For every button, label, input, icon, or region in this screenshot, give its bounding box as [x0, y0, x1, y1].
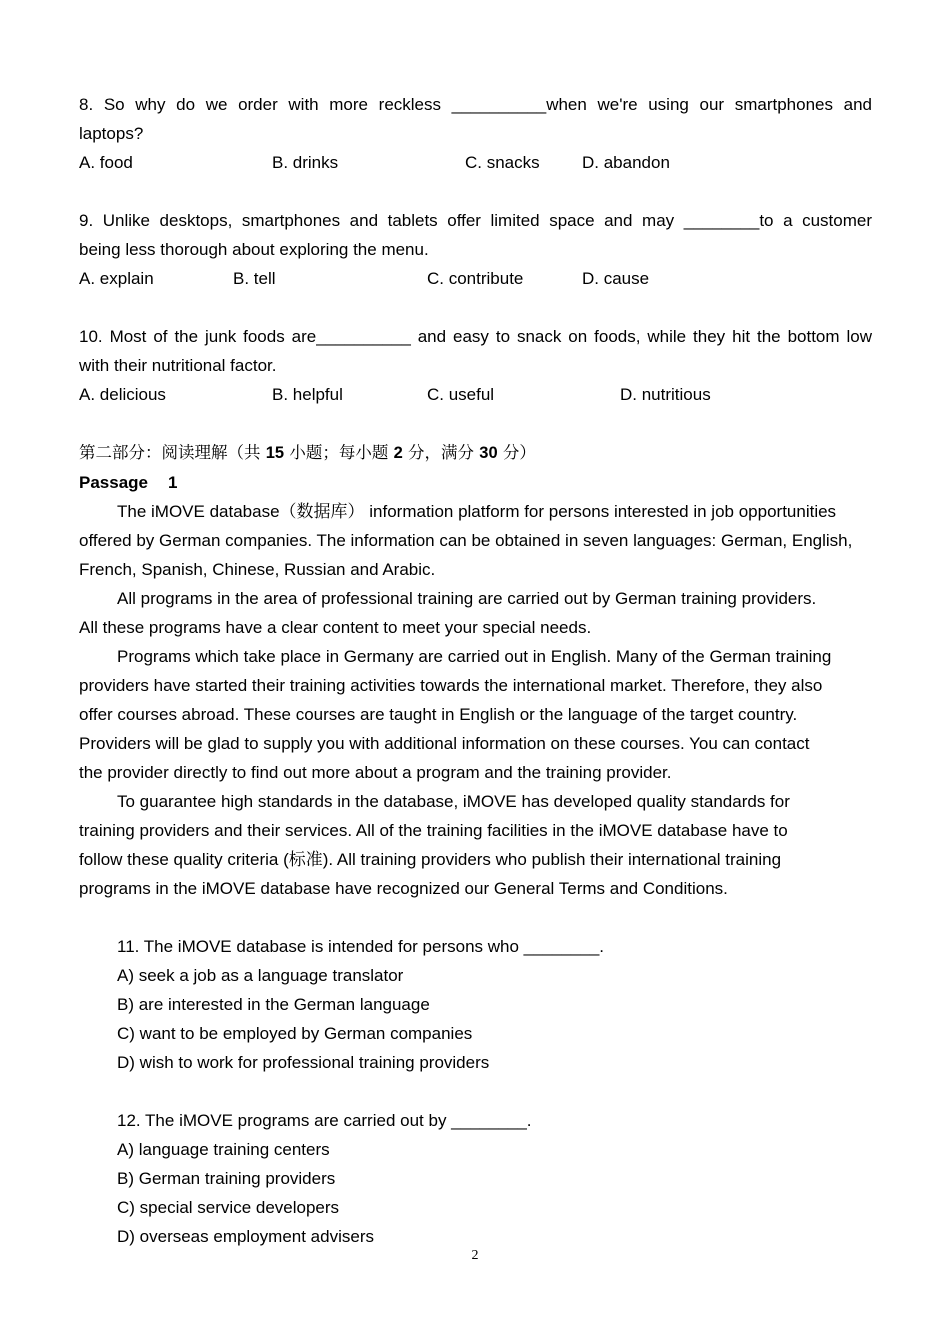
option-c: C) want to be employed by German companies — [117, 1024, 473, 1043]
question-stem: 9. Unlike desktops, smartphones and tablets offer limited space and may ________to a customer — [79, 211, 872, 230]
option-d: D. cause — [582, 269, 650, 288]
question-12 — [79, 1106, 872, 1251]
document-page — [79, 90, 872, 1251]
question-11 — [79, 932, 872, 1077]
question-stem: 10. Most of the junk foods are__________ and easy to snack on foods, while they hit the bottom low — [79, 327, 872, 346]
option-d: D) overseas employment advisers — [117, 1227, 374, 1246]
option-c: C. contribute — [427, 269, 524, 288]
question-stem-continued: with their nutritional factor. — [79, 356, 277, 375]
option-c: C) special service developers — [117, 1198, 340, 1217]
question-8 — [79, 90, 872, 177]
option-a: A) seek a job as a language translator — [117, 966, 404, 985]
question-10 — [79, 322, 872, 409]
option-a: A) language training centers — [117, 1140, 330, 1159]
option-d: D) wish to work for professional training providers — [117, 1053, 490, 1072]
option-b: B) German training providers — [117, 1169, 336, 1188]
passage-title: Passage 1 — [79, 473, 178, 492]
option-b: B. helpful — [272, 385, 343, 404]
page-number: 2 — [471, 1248, 479, 1263]
passage-paragraph-1: The iMOVE database（数据库） information platform for persons interested in job opportunities offered by German companies. The information can be obtained in seven languages: German, English, French, Spanish, Chinese, Russian and Arabic. — [79, 502, 853, 579]
option-a: A. food — [79, 153, 133, 172]
passage-paragraph-4: To guarantee high standards in the database, iMOVE has developed quality standards for training providers and their services. All of the training facilities in the iMOVE database have to follow these quality criteria (标准). All training providers who publish their international training programs in the iMOVE database have recognized our General Terms and Conditions. — [79, 792, 790, 898]
question-stem: 12. The iMOVE programs are carried out by ________. — [117, 1111, 532, 1130]
option-row — [79, 380, 872, 409]
option-d: D. abandon — [582, 153, 670, 172]
option-row — [79, 148, 872, 177]
option-c: C. snacks — [465, 153, 540, 172]
option-b: B) are interested in the German language — [117, 995, 430, 1014]
option-b: B. drinks — [272, 153, 339, 172]
section-heading: 第二部分：阅读理解（共 15 小题；每小题 2 分，满分 30 分） — [79, 443, 536, 462]
passage-paragraph-3: Programs which take place in Germany are carried out in English. Many of the German training providers have started their training activities towards the international market. Therefore, they also offer courses abroad. These courses are taught in English or the language of the target country. Providers will be glad to supply you with additional information on these courses. You can contact the provider directly to find out more about a program and the training provider. — [79, 647, 832, 782]
option-c: C. useful — [427, 385, 495, 404]
option-b: B. tell — [233, 269, 276, 288]
question-stem-continued: being less thorough about exploring the menu. — [79, 240, 429, 259]
question-stem: 8. So why do we order with more reckless __________when we're using our smartphones and — [79, 95, 872, 114]
question-9 — [79, 206, 872, 293]
option-row — [79, 264, 872, 293]
option-a: A. delicious — [79, 385, 166, 404]
option-d: D. nutritious — [620, 385, 711, 404]
option-a: A. explain — [79, 269, 154, 288]
question-stem-continued: laptops? — [79, 124, 144, 143]
question-stem: 11. The iMOVE database is intended for persons who ________. — [117, 937, 605, 956]
passage-paragraph-2: All programs in the area of professional training are carried out by German training providers. All these programs have a clear content to meet your special needs. — [79, 589, 817, 637]
